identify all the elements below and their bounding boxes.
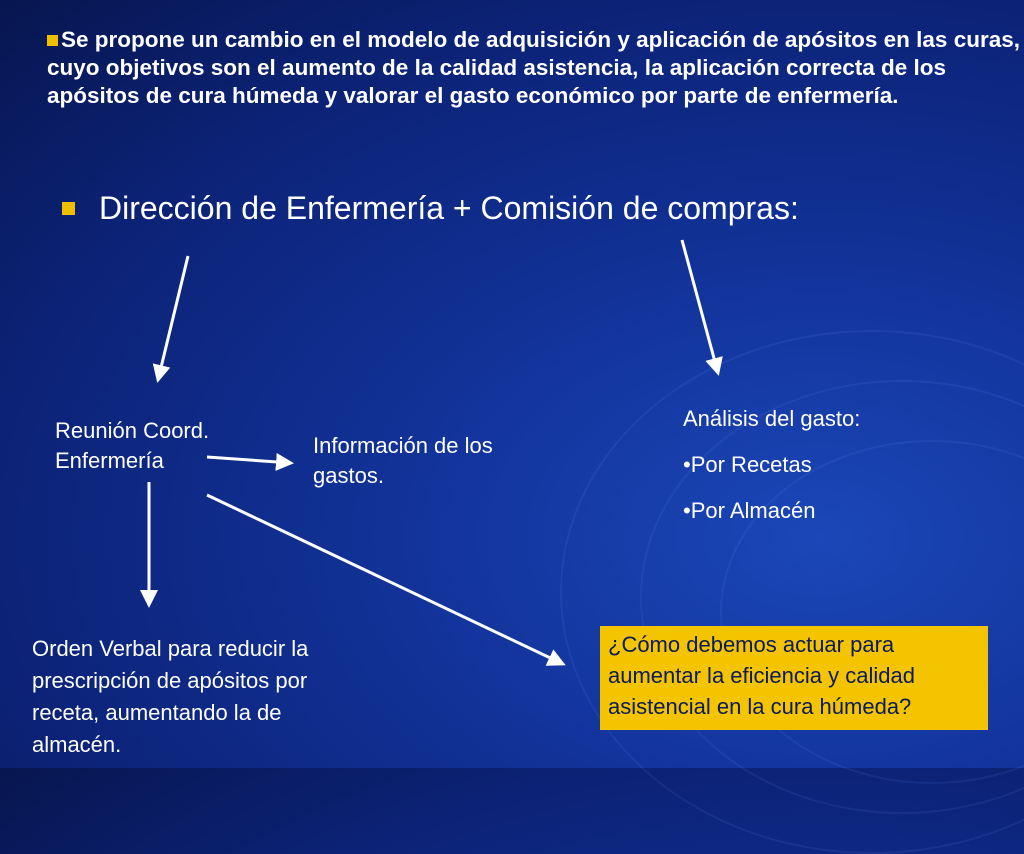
question-line: asistencial en la cura húmeda? bbox=[608, 694, 912, 719]
node-orden-line: almacén. bbox=[32, 732, 122, 757]
node-info-line-2: gastos. bbox=[313, 463, 384, 488]
arrow-heading-to-analisis bbox=[682, 240, 718, 373]
question-line: ¿Cómo debemos actuar para bbox=[608, 632, 895, 657]
node-analisis-item: •Por Almacén bbox=[683, 498, 816, 523]
node-analisis-item: •Por Recetas bbox=[683, 452, 812, 477]
node-info-line-1: Información de los bbox=[313, 433, 493, 458]
node-reunion-line-2: Enfermería bbox=[55, 448, 164, 473]
arrow-heading-to-reunion bbox=[158, 256, 188, 380]
arrow-reunion-to-info bbox=[207, 457, 291, 463]
heading-text: Dirección de Enfermería + Comisión de compras: bbox=[99, 190, 799, 226]
node-orden-line: prescripción de apósitos por bbox=[32, 668, 308, 693]
node-orden-line: receta, aumentando la de bbox=[32, 700, 282, 725]
question-line: aumentar la eficiencia y calidad bbox=[608, 663, 915, 688]
intro-text: Se propone un cambio en el modelo de adquisición y aplicación de apósitos en las curas, cuyo objetivos son el aumento de la calidad asistencia, la aplicación correcta de los apósitos de cura húmeda y valorar el gasto económico por parte de enfermería. bbox=[47, 27, 1020, 108]
node-analisis-title: Análisis del gasto: bbox=[683, 406, 861, 431]
node-orden-line: Orden Verbal para reducir la bbox=[32, 636, 309, 661]
node-reunion-line-1: Reunión Coord. bbox=[55, 418, 210, 443]
arrow-reunion-to-question bbox=[207, 495, 563, 664]
